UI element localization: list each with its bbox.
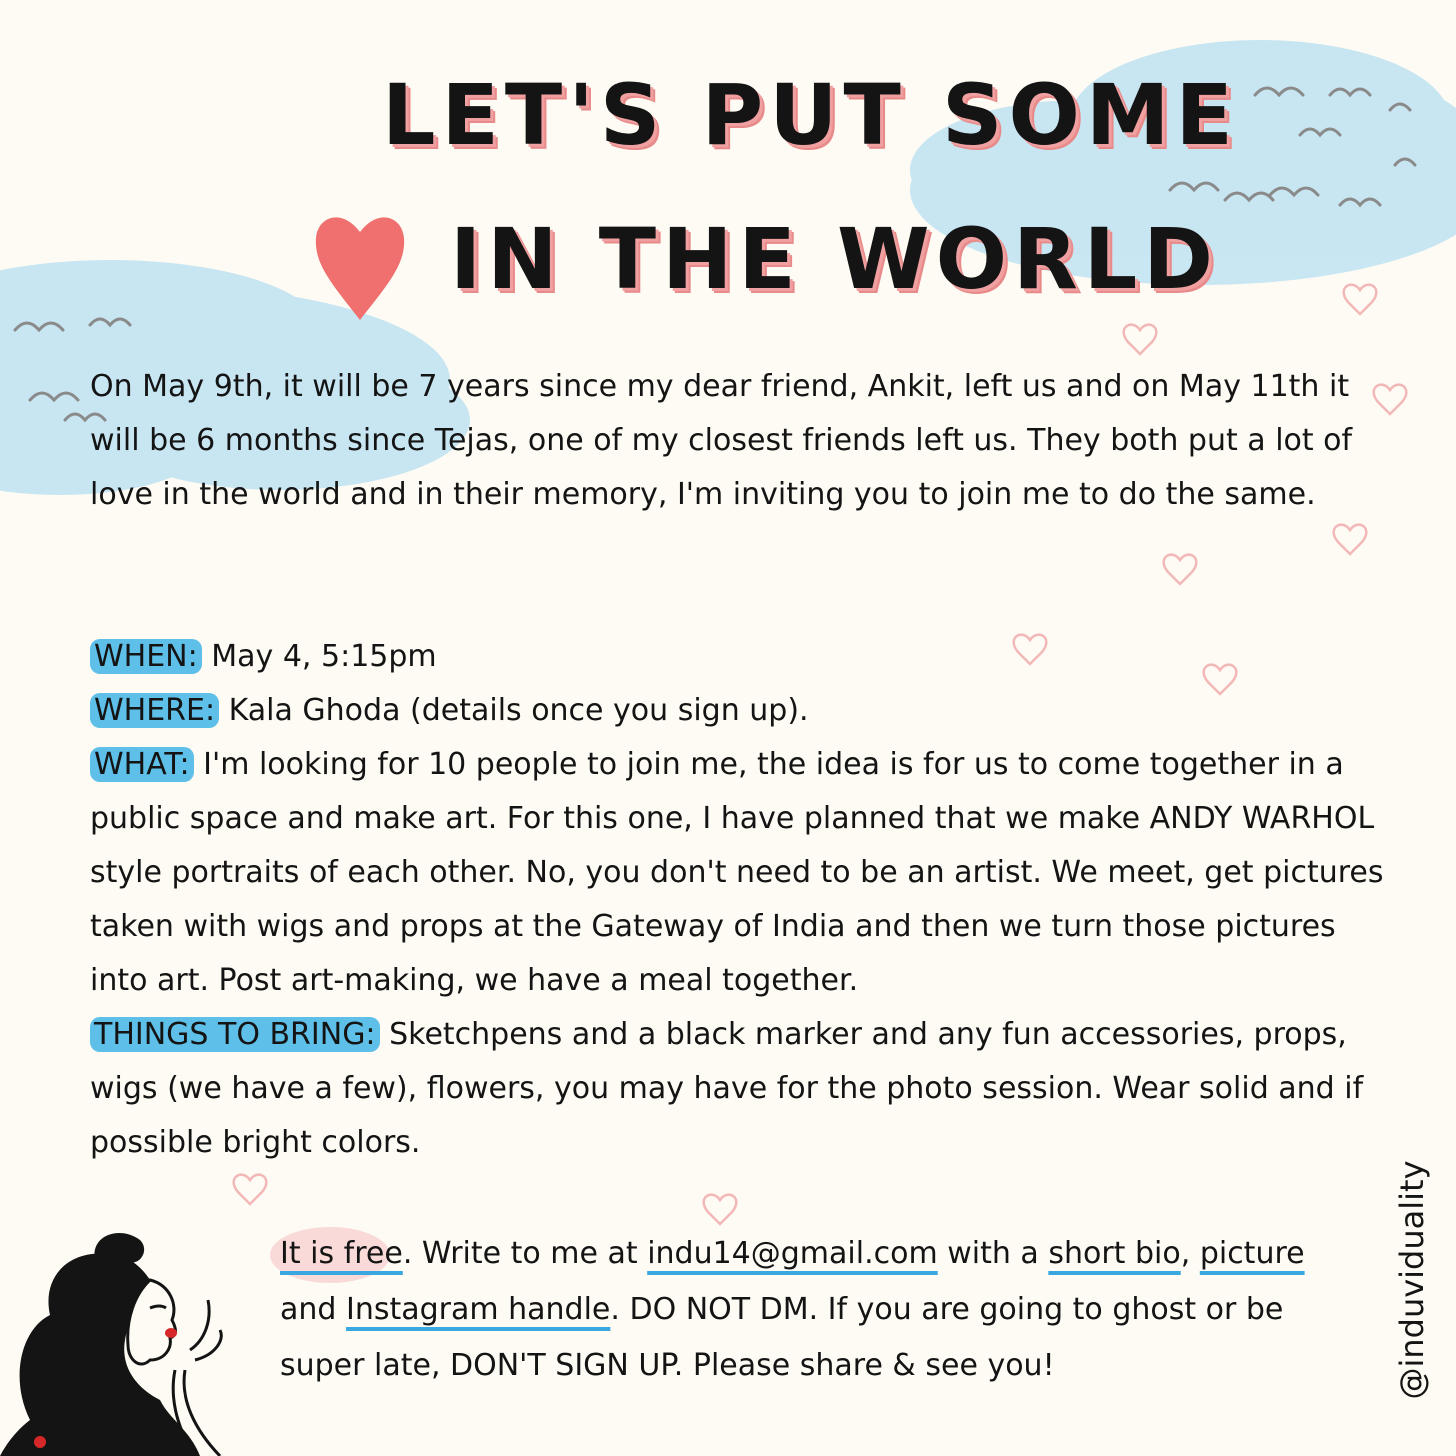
and-text: and (280, 1292, 346, 1327)
heart-icon (312, 206, 408, 324)
free-text: It is free (280, 1236, 403, 1271)
hair-bun (94, 1233, 144, 1262)
bring-row (90, 1008, 1390, 1170)
event-details (90, 630, 1390, 1170)
rest-text: . DO NOT DM. If you are going to ghost or be super late, DON'T SIGN UP. Please share & see you! (280, 1292, 1284, 1383)
short-bio-text: short bio (1048, 1236, 1181, 1271)
artist-signature: @induviduality (1393, 1160, 1431, 1400)
hair (0, 1254, 200, 1456)
what-row (90, 738, 1390, 1008)
picture-text: picture (1199, 1236, 1305, 1271)
title-line-2: IN THE WORLD (450, 210, 1220, 308)
email-link[interactable]: indu14@gmail.com (647, 1236, 938, 1271)
when-value: May 4, 5:15pm (211, 639, 437, 674)
with-text: with a (937, 1236, 1049, 1271)
signup-note (280, 1226, 1320, 1394)
where-label: WHERE: (90, 693, 219, 728)
title-line-1: LET'S PUT SOME (382, 66, 1239, 164)
comma-text: , (1180, 1236, 1191, 1271)
where-value: Kala Ghoda (details once you sign up). (228, 693, 809, 728)
bring-label: THINGS TO BRING: (90, 1017, 380, 1052)
instagram-handle-text: Instagram handle (345, 1292, 611, 1327)
lips (165, 1328, 177, 1338)
earring (34, 1436, 46, 1448)
where-row (90, 684, 1390, 738)
when-label: WHEN: (90, 639, 202, 674)
when-row (90, 630, 1390, 684)
hand (184, 1300, 221, 1456)
what-value: I'm looking for 10 people to join me, the idea is for us to come together in a public space and make art. For this one, I have planned that we make ANDY WARHOL style portraits of each other. No, you don't need to be an artist. We meet, get pictures taken with wigs and props at the Gateway of India and then we turn those pictures into art. Post art-making, we have a meal together. (90, 747, 1384, 998)
write-text: . Write to me at (402, 1236, 648, 1271)
what-label: WHAT: (90, 747, 194, 782)
bring-value: Sketchpens and a black marker and any fun accessories, props, wigs (we have a few), flowers, you may have for the photo session. Wear solid and if possible bright colors. (90, 1017, 1364, 1160)
intro-paragraph: On May 9th, it will be 7 years since my dear friend, Ankit, left us and on May 11th it will be 6 months since Tejas, one of my closest friends left us. They both put a lot of love in the world and in their memory, I'm inviting you to join me to do the same. (90, 369, 1353, 512)
woman-blowing-kiss-illustration (0, 1220, 280, 1456)
